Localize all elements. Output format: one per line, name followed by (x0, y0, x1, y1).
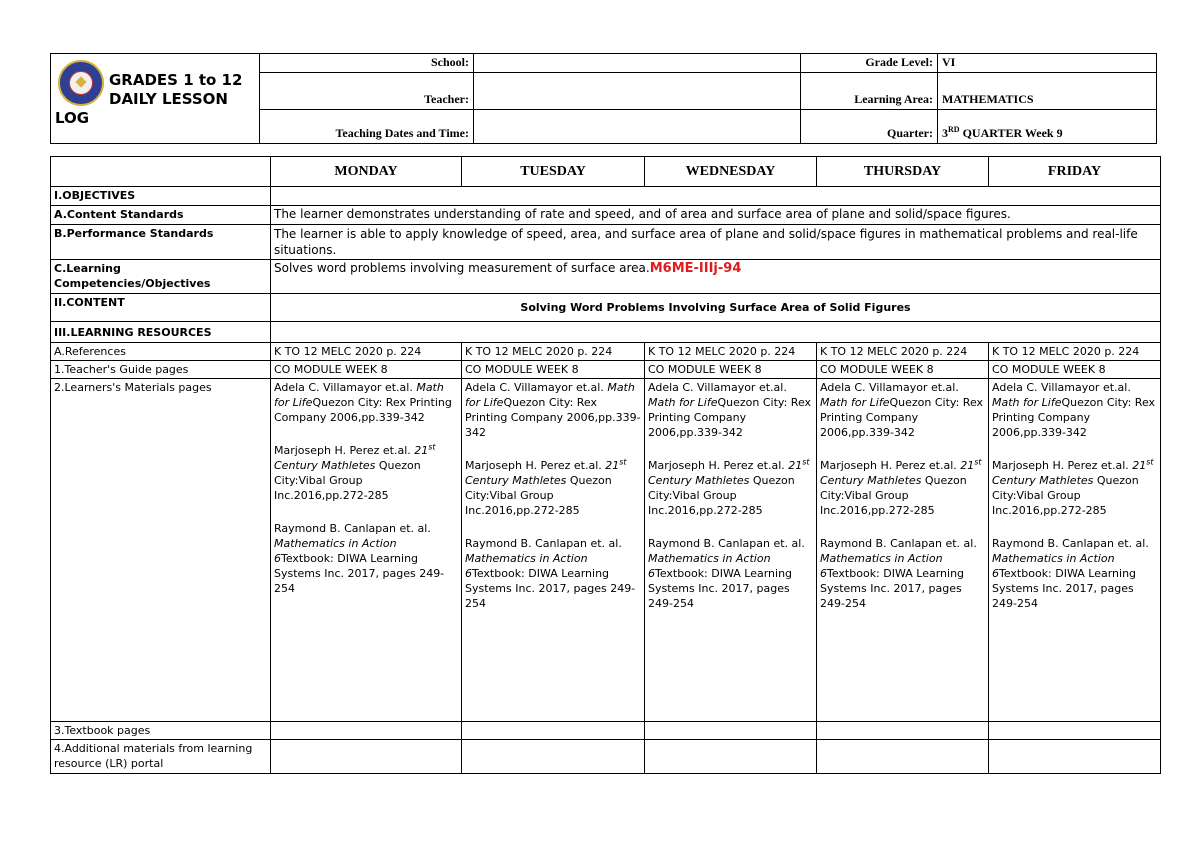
competencies-row (51, 260, 1161, 294)
dll-title: GRADES 1 to 12 DAILY LESSON (109, 71, 243, 108)
additional-tuesday (462, 740, 645, 774)
teachers-guide-thursday: CO MODULE WEEK 8 (817, 361, 989, 379)
day-friday: FRIDAY (989, 157, 1161, 187)
teachers-guide-friday: CO MODULE WEEK 8 (989, 361, 1161, 379)
quarter-label: Quarter: (801, 110, 938, 144)
references-label: A.References (51, 343, 271, 361)
competencies-text: Solves word problems involving measurement of surface area. (274, 261, 650, 275)
content-value: Solving Word Problems Involving Surface Area of Solid Figures (271, 294, 1161, 322)
learners-materials-thursday: Adela C. Villamayor et.al. Math for LifeQuezon City: Rex Printing Company 2006,pp.339-342 Marjoseph H. Perez et.al. 21st Century Mathletes Quezon City:Vibal Group Inc.2016,pp.272-285 Raymond B. Canlapan et. al. Mathematics in Action 6Textbook: DIWA Learning Systems Inc. 2017, pages 249-254 (817, 379, 989, 722)
deped-seal-icon (58, 60, 104, 106)
learners-materials-label: 2.Learners's Materials pages (51, 379, 271, 722)
corner-cell (51, 157, 271, 187)
learners-materials-wednesday: Adela C. Villamayor et.al. Math for LifeQuezon City: Rex Printing Company 2006,pp.339-342 Marjoseph H. Perez et.al. 21st Century Mathletes Quezon City:Vibal Group Inc.2016,pp.272-285 Raymond B. Canlapan et. al. Mathematics in Action 6Textbook: DIWA Learning Systems Inc. 2017, pages 249-254 (645, 379, 817, 722)
references-thursday: K TO 12 MELC 2020 p. 224 (817, 343, 989, 361)
additional-materials-label: 4.Additional materials from learning resource (LR) portal (51, 740, 271, 774)
learning-area-value: MATHEMATICS (938, 73, 1157, 110)
textbook-thursday (817, 722, 989, 740)
additional-materials-row (51, 740, 1161, 774)
logo-cell (51, 54, 260, 144)
competencies-label: C.Learning Competencies/Objectives (51, 260, 271, 294)
learners-materials-friday: Adela C. Villamayor et.al. Math for LifeQuezon City: Rex Printing Company 2006,pp.339-342 Marjoseph H. Perez et.al. 21st Century Mathletes Quezon City:Vibal Group Inc.2016,pp.272-285 Raymond B. Canlapan et. al. Mathematics in Action 6Textbook: DIWA Learning Systems Inc. 2017, pages 249-254 (989, 379, 1161, 722)
content-standards-label: A.Content Standards (51, 206, 271, 225)
objectives-label: I.OBJECTIVES (51, 187, 271, 206)
objectives-row (51, 187, 1161, 206)
textbook-wednesday (645, 722, 817, 740)
resources-label: III.LEARNING RESOURCES (51, 322, 271, 343)
day-header-row (51, 157, 1161, 187)
teacher-label: Teacher: (260, 73, 474, 110)
grade-level-value: VI (938, 54, 1157, 73)
performance-standards-row (51, 225, 1161, 260)
additional-monday (271, 740, 462, 774)
lesson-log-table (50, 156, 1161, 774)
references-tuesday: K TO 12 MELC 2020 p. 224 (462, 343, 645, 361)
references-row (51, 343, 1161, 361)
learners-materials-monday: Adela C. Villamayor et.al. Math for LifeQuezon City: Rex Printing Company 2006,pp.339-342 Marjoseph H. Perez et.al. 21st Century Mathletes Quezon City:Vibal Group Inc.2016,pp.272-285 Raymond B. Canlapan et. al. Mathematics in Action 6Textbook: DIWA Learning Systems Inc. 2017, pages 249-254 (271, 379, 462, 722)
teachers-guide-row (51, 361, 1161, 379)
references-friday: K TO 12 MELC 2020 p. 224 (989, 343, 1161, 361)
additional-friday (989, 740, 1161, 774)
additional-wednesday (645, 740, 817, 774)
competency-code: M6ME-IIIj-94 (649, 261, 742, 276)
resources-row (51, 322, 1161, 343)
content-row (51, 294, 1161, 322)
day-wednesday: WEDNESDAY (645, 157, 817, 187)
teaching-dates-label: Teaching Dates and Time: (260, 110, 474, 144)
textbook-monday (271, 722, 462, 740)
references-monday: K TO 12 MELC 2020 p. 224 (271, 343, 462, 361)
grade-level-label: Grade Level: (801, 54, 938, 73)
teachers-guide-wednesday: CO MODULE WEEK 8 (645, 361, 817, 379)
day-thursday: THURSDAY (817, 157, 989, 187)
school-label: School: (260, 54, 474, 73)
additional-thursday (817, 740, 989, 774)
textbook-friday (989, 722, 1161, 740)
competencies-value (271, 260, 1161, 294)
teachers-guide-tuesday: CO MODULE WEEK 8 (462, 361, 645, 379)
teachers-guide-label: 1.Teacher's Guide pages (51, 361, 271, 379)
references-wednesday: K TO 12 MELC 2020 p. 224 (645, 343, 817, 361)
textbook-tuesday (462, 722, 645, 740)
performance-standards-label: B.Performance Standards (51, 225, 271, 260)
header-table (50, 53, 1157, 144)
content-label: II.CONTENT (51, 294, 271, 322)
quarter-value: 3RD QUARTER Week 9 (938, 110, 1157, 144)
resources-value (271, 322, 1161, 343)
teacher-value (474, 73, 801, 110)
textbook-label: 3.Textbook pages (51, 722, 271, 740)
learning-area-label: Learning Area: (801, 73, 938, 110)
learners-materials-tuesday: Adela C. Villamayor et.al. Math for LifeQuezon City: Rex Printing Company 2006,pp.339-342 Marjoseph H. Perez et.al. 21st Century Mathletes Quezon City:Vibal Group Inc.2016,pp.272-285 Raymond B. Canlapan et. al. Mathematics in Action 6Textbook: DIWA Learning Systems Inc. 2017, pages 249-254 (462, 379, 645, 722)
objectives-value (271, 187, 1161, 206)
content-standards-row (51, 206, 1161, 225)
learners-materials-row (51, 379, 1161, 722)
day-monday: MONDAY (271, 157, 462, 187)
teachers-guide-monday: CO MODULE WEEK 8 (271, 361, 462, 379)
textbook-row (51, 722, 1161, 740)
school-value (474, 54, 801, 73)
teaching-dates-value (474, 110, 801, 144)
dll-title-log: LOG (55, 109, 90, 127)
content-standards-value: The learner demonstrates understanding of rate and speed, and of area and surface area of plane and solid/space figures. (271, 206, 1161, 225)
performance-standards-value: The learner is able to apply knowledge of speed, area, and surface area of plane and solid/space figures in mathematical problems and real-life situations. (271, 225, 1161, 260)
day-tuesday: TUESDAY (462, 157, 645, 187)
